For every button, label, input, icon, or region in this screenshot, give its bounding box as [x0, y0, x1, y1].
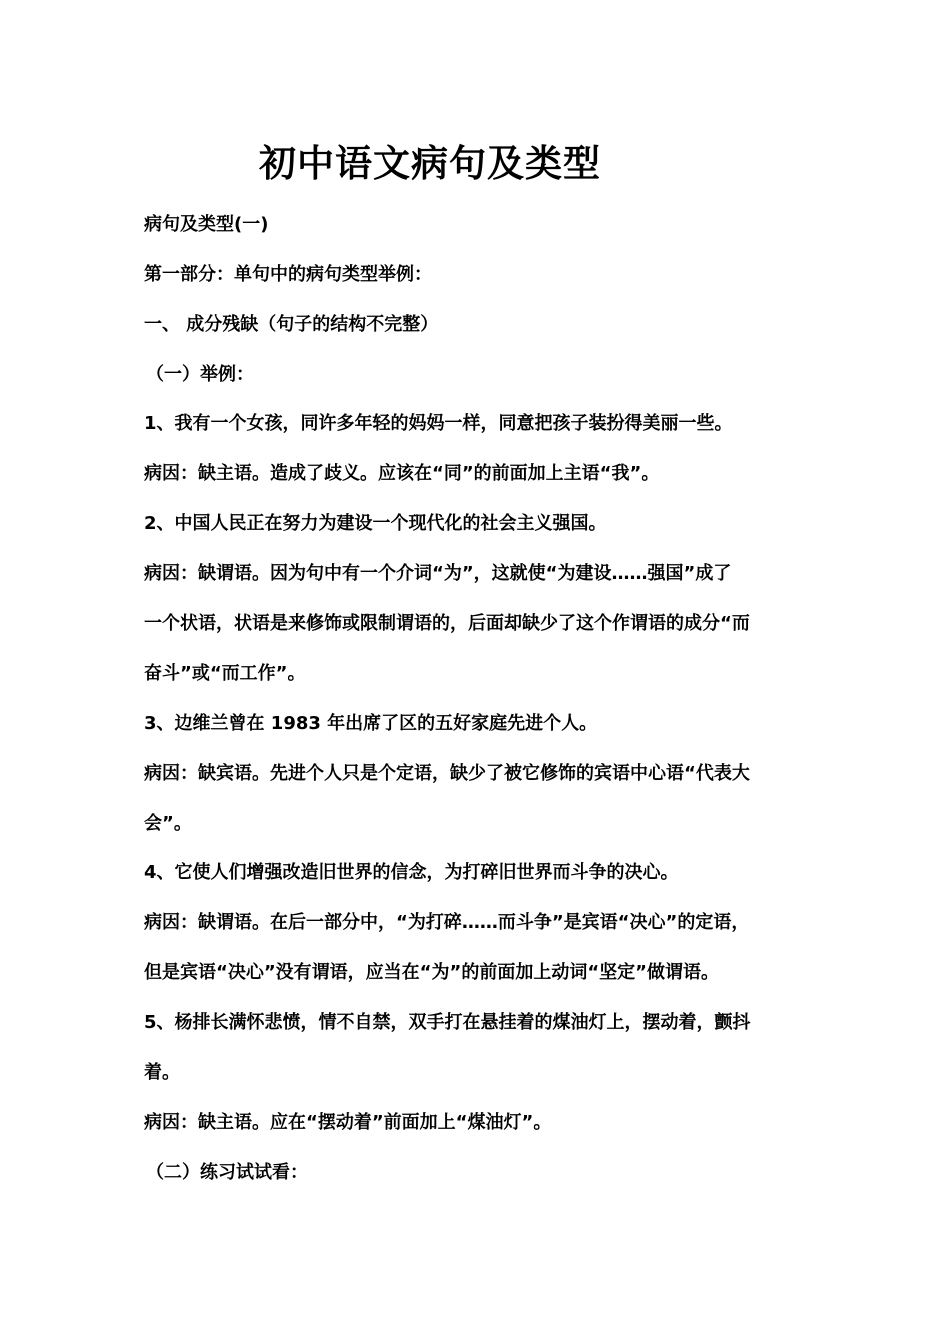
heading-missing-components: 一、 成分残缺（句子的结构不完整）	[144, 314, 439, 335]
example-4: 4、它使人们增强改造旧世界的信念，为打碎旧世界而斗争的决心。	[144, 862, 679, 883]
example-3: 3、边维兰曾在 1983 年出席了区的五好家庭先进个人。	[144, 713, 598, 734]
document-title: 初中语文病句及类型	[259, 142, 601, 185]
example-5-line-1: 5、杨排长满怀悲愤，情不自禁，双手打在悬挂着的煤油灯上，摆动着，颤抖	[144, 1012, 751, 1033]
example-1-reason: 病因：缺主语。造成了歧义。应该在“同”的前面加上主语“我”。	[144, 463, 660, 484]
subheading-practice: （二）练习试试看：	[146, 1162, 308, 1183]
example-2-reason-line-3: 奋斗”或“而工作”。	[144, 663, 306, 684]
example-4-reason-line-1: 病因：缺谓语。在后一部分中，“为打碎……而斗争”是宾语“决心”的定语，	[144, 912, 750, 933]
example-5-line-2: 着。	[144, 1062, 180, 1083]
part-one-heading: 第一部分：单句中的病句类型举例：	[144, 264, 432, 285]
example-3-reason-line-1: 病因：缺宾语。先进个人只是个定语，缺少了被它修饰的宾语中心语“代表大	[144, 763, 750, 784]
example-4-reason-line-2: 但是宾语“决心”没有谓语，应当在“为”的前面加上动词“坚定”做谓语。	[144, 962, 719, 983]
example-1: 1、我有一个女孩，同许多年轻的妈妈一样，同意把孩子装扮得美丽一些。	[144, 413, 733, 434]
example-2-reason-line-1: 病因：缺谓语。因为句中有一个介词“为”，这就使“为建设……强国”成了	[144, 563, 732, 584]
subtitle-section-one: 病句及类型(一)	[144, 214, 269, 235]
subheading-examples: （一）举例：	[146, 364, 254, 385]
example-2: 2、中国人民正在努力为建设一个现代化的社会主义强国。	[144, 513, 607, 534]
example-3-reason-line-2: 会”。	[144, 813, 192, 834]
example-5-reason: 病因：缺主语。应在“摆动着”前面加上“煤油灯”。	[144, 1112, 552, 1133]
example-2-reason-line-2: 一个状语，状语是来修饰或限制谓语的，后面却缺少了这个作谓语的成分“而	[144, 613, 750, 634]
